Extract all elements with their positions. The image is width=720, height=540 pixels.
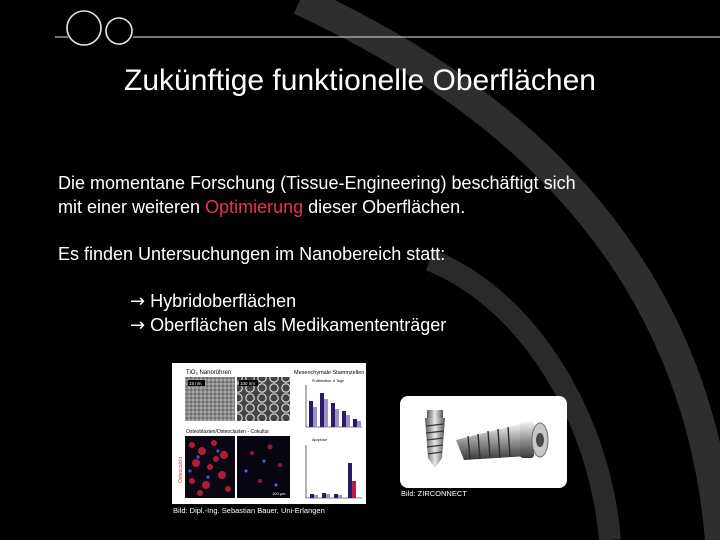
intro-line-1: Die momentane Forschung (Tissue-Engineering) beschäftigt sich	[58, 173, 576, 193]
figure-panel-title: TiO₂ Nanoröhren	[186, 370, 232, 376]
intro-paragraph	[58, 171, 678, 219]
implant-photo	[400, 396, 567, 488]
figure-panel-title: Osteoblasten/Osteoclasten - Cokultur	[186, 429, 270, 435]
scale-label: 100 nm	[240, 381, 256, 386]
side-label: Osteocalcin	[178, 456, 184, 483]
arrow-icon: →	[130, 291, 146, 312]
logo-circle-large	[67, 11, 101, 45]
intro-line-2	[58, 195, 678, 219]
bullet-text: Hybridoberflächen	[150, 291, 297, 311]
bullet-item	[130, 313, 446, 338]
arrow-icon: →	[130, 315, 146, 336]
intro-text-before: mit einer weiteren	[58, 197, 206, 217]
figure-caption: Bild: Dipl.-Ing. Sebastian Bauer, Uni-Erlangen	[173, 506, 325, 515]
fluorescence-image-2	[237, 436, 290, 498]
mini-chart-title: Apoptose	[312, 438, 328, 442]
nano-line: Es finden Untersuchungen im Nanobereich statt:	[58, 244, 446, 264]
intro-highlight: Optimierung	[205, 197, 304, 217]
intro-text-after: dieser Oberflächen.	[303, 197, 466, 217]
scale-label: 100 µm	[272, 491, 286, 496]
bullet-text: Oberflächen als Medikamententräger	[150, 315, 447, 335]
bullet-item	[130, 289, 296, 314]
scale-label: 15 nm	[189, 381, 202, 386]
mini-chart-title: Proliferation, 6 Tage	[312, 379, 344, 383]
slide-title: Zukünftige funktionelle Oberflächen	[124, 64, 596, 97]
research-figure	[172, 363, 366, 504]
figure-caption: Bild: ZIRCONNECT	[401, 489, 467, 498]
logo-circle-small	[106, 18, 132, 44]
figure-panel-title: Mesenchymale Stammzellen	[294, 370, 365, 376]
